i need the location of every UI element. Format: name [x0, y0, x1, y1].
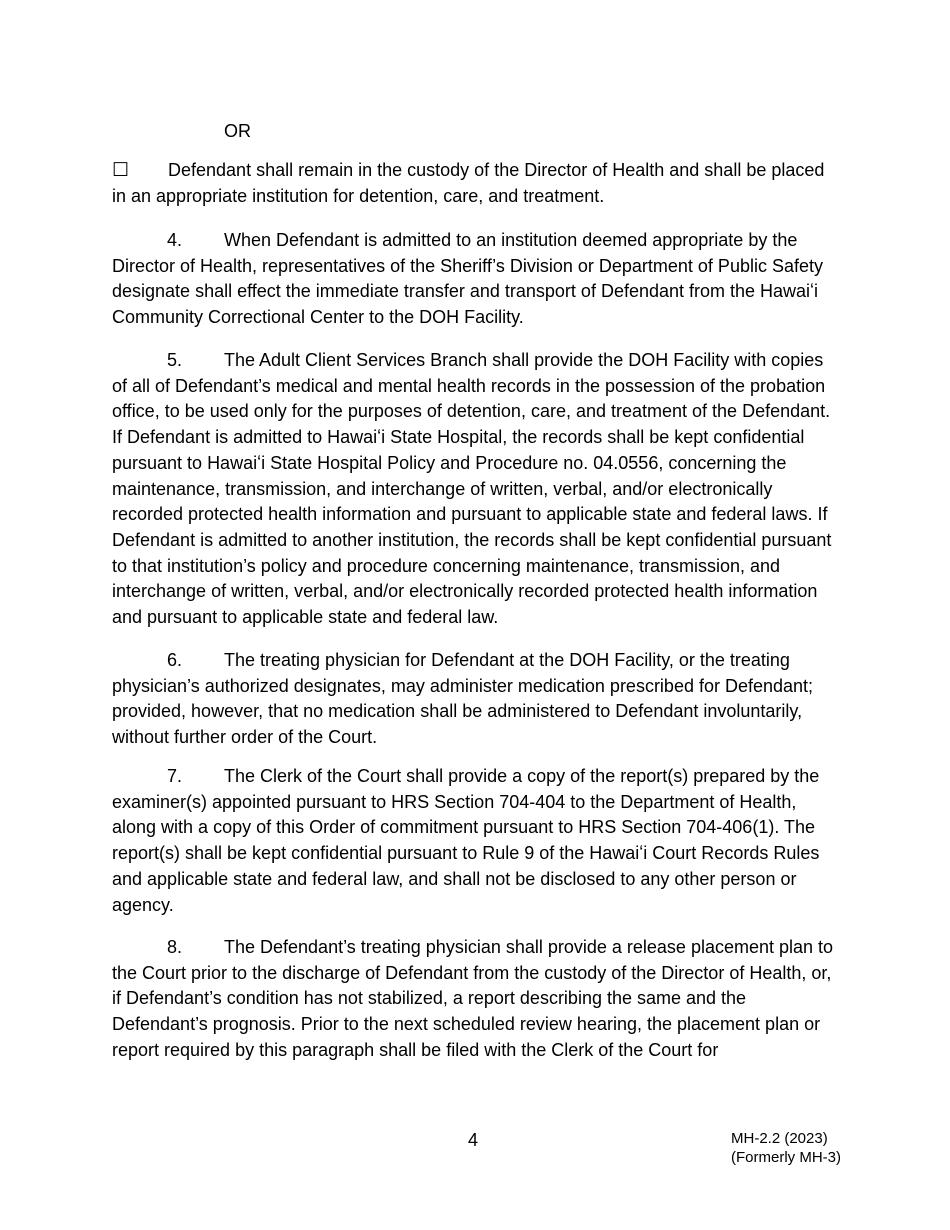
form-id-line1: MH-2.2 (2023)	[731, 1130, 828, 1147]
paragraph-text: When Defendant is admitted to an institution deemed appropriate by the Director of Health, representatives of the Sheriff’s Division or Department of Public Safety designate shall effect the immediate transfer and transport of Defendant from the Hawaiʻi Community Correctional Center to the DOH Facility.	[112, 230, 823, 328]
paragraph-number: 4.	[167, 230, 183, 250]
form-id-line2: (Formerly MH-3)	[731, 1149, 841, 1166]
paragraph-text: The Defendant’s treating physician shall provide a release placement plan to the Court prior to the discharge of Defendant from the custody of the Director of Health, or, if Defendant’s condition has not stabilized, a report describing the same and the Defendant’s prognosis. Prior to the next scheduled review hearing, the placement plan or report required by this paragraph shall be filed with the Clerk of the Court for	[112, 937, 834, 1060]
paragraph-4	[112, 228, 842, 331]
or-separator: OR	[224, 121, 251, 141]
paragraph-text: The treating physician for Defendant at the DOH Facility, or the treating physician’s authorized designates, may administer medication prescribed for Defendant; provided, however, that no medication shall be administered to Defendant involuntarily, without further order of the Court.	[112, 650, 814, 748]
paragraph-text: The Clerk of the Court shall provide a copy of the report(s) prepared by the examiner(s) appointed pursuant to HRS Section 704-404 to the Department of Health, along with a copy of this Order of commitment pursuant to HRS Section 704-406(1). The report(s) shall be kept confidential pursuant to Rule 9 of the Hawaiʻi Court Records Rules and applicable state and federal law, and shall not be disclosed to any other person or agency.	[112, 766, 820, 915]
paragraph-8	[112, 935, 842, 1064]
paragraph-5	[112, 348, 842, 631]
paragraph-number: 7.	[167, 766, 183, 786]
checkbox-option-text: Defendant shall remain in the custody of the Director of Health and shall be placed in an appropriate institution for detention, care, and treatment.	[112, 160, 825, 206]
paragraph-7	[112, 764, 842, 918]
page-number: 4	[468, 1130, 479, 1150]
form-identifier	[731, 1129, 841, 1167]
checkbox-option	[112, 158, 842, 209]
paragraph-number: 6.	[167, 650, 183, 670]
paragraph-text: The Adult Client Services Branch shall provide the DOH Facility with copies of all of Defendant’s medical and mental health records in the possession of the probation office, to be used only for the purposes of detention, care, and treatment of the Defendant. If Defendant is admitted to Hawaiʻi State Hospital, the records shall be kept confidential pursuant to Hawaiʻi State Hospital Policy and Procedure no. 04.0556, concerning the maintenance, transmission, and interchange of written, verbal, and/or electronically recorded protected health information and pursuant to applicable state and federal laws. If Defendant is admitted to another institution, the records shall be kept confidential pursuant to that institution’s policy and procedure concerning maintenance, transmission, and interchange of written, verbal, and/or electronically recorded protected health information and pursuant to applicable state and federal law.	[112, 350, 832, 628]
checkbox-icon[interactable]: ☐	[112, 160, 130, 181]
paragraph-number: 8.	[167, 937, 183, 957]
paragraph-number: 5.	[167, 350, 183, 370]
paragraph-6	[112, 648, 842, 751]
